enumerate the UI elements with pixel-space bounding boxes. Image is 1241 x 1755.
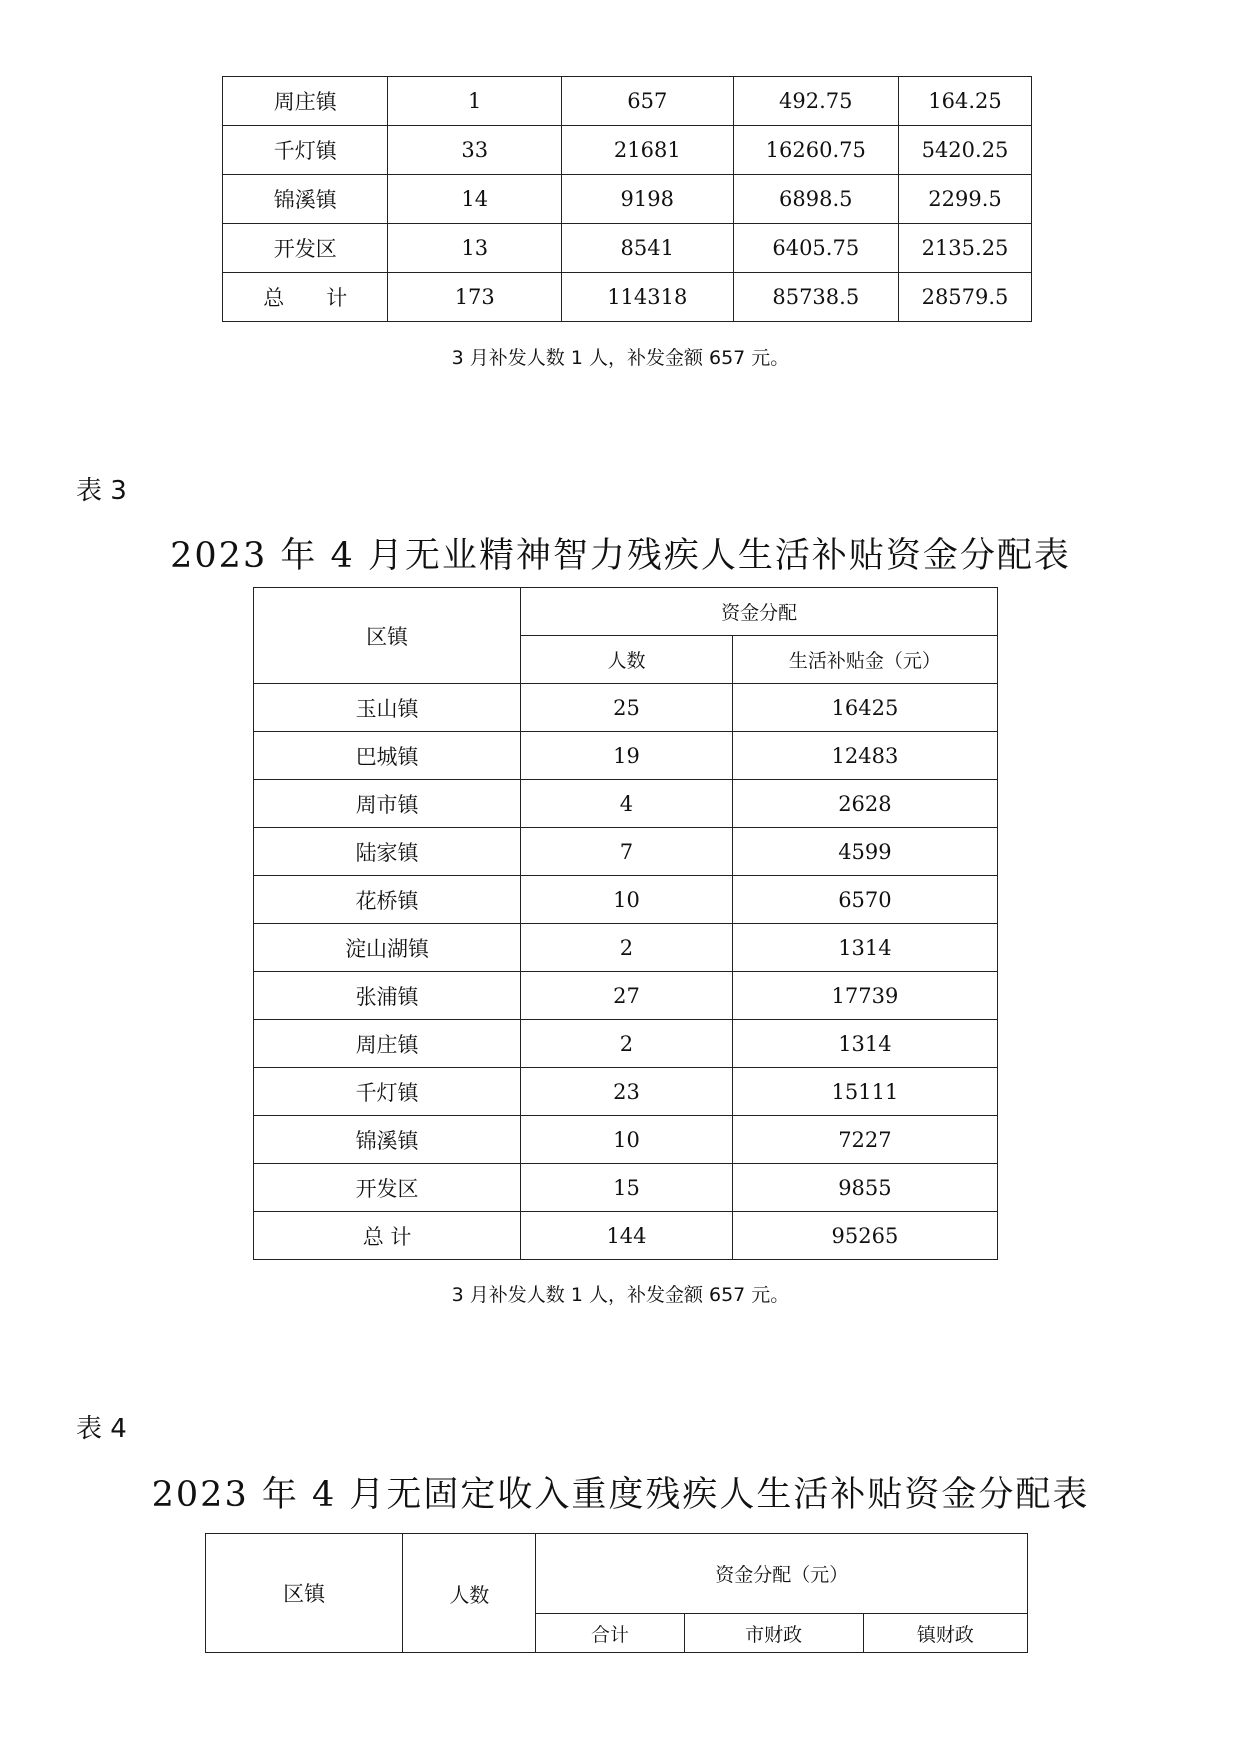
table3-row — [254, 732, 998, 780]
value-cell: 28579.5 — [899, 273, 1032, 322]
value-cell: 14 — [388, 175, 562, 224]
value-cell: 114318 — [562, 273, 734, 322]
table2-row — [223, 77, 1032, 126]
table3-row — [254, 1116, 998, 1164]
value-cell: 25 — [521, 684, 733, 732]
value-cell: 4599 — [732, 828, 997, 876]
value-cell: 2135.25 — [899, 224, 1032, 273]
value-cell: 657 — [562, 77, 734, 126]
table4-header-fund-allocation: 资金分配（元） — [536, 1534, 1028, 1614]
table3-header-fund-allocation: 资金分配 — [521, 588, 998, 636]
table4-title: 2023 年 4 月无固定收入重度残疾人生活补贴资金分配表 — [151, 1475, 1090, 1515]
district-cell: 花桥镇 — [254, 876, 521, 924]
table3 — [253, 587, 998, 1260]
value-cell: 17739 — [732, 972, 997, 1020]
table2-row — [223, 126, 1032, 175]
value-cell: 33 — [388, 126, 562, 175]
district-cell: 周庄镇 — [223, 77, 388, 126]
table2-row — [223, 273, 1032, 322]
table2-row — [223, 224, 1032, 273]
table3-row — [254, 876, 998, 924]
table3-row — [254, 1068, 998, 1116]
table3-header-people: 人数 — [521, 636, 733, 684]
table4-header-city-finance: 市财政 — [684, 1614, 863, 1653]
value-cell: 5420.25 — [899, 126, 1032, 175]
value-cell: 1 — [388, 77, 562, 126]
value-cell: 95265 — [732, 1212, 997, 1260]
value-cell: 144 — [521, 1212, 733, 1260]
table3-title: 2023 年 4 月无业精神智力残疾人生活补贴资金分配表 — [170, 536, 1071, 576]
value-cell: 21681 — [562, 126, 734, 175]
value-cell: 492.75 — [733, 77, 898, 126]
value-cell: 164.25 — [899, 77, 1032, 126]
table3-row — [254, 1020, 998, 1068]
value-cell: 9198 — [562, 175, 734, 224]
table4-header-district: 区镇 — [206, 1534, 403, 1653]
table3-row — [254, 1164, 998, 1212]
district-cell: 开发区 — [254, 1164, 521, 1212]
value-cell: 19 — [521, 732, 733, 780]
value-cell: 9855 — [732, 1164, 997, 1212]
district-cell: 张浦镇 — [254, 972, 521, 1020]
value-cell: 7227 — [732, 1116, 997, 1164]
table3-header — [254, 588, 998, 684]
table4-header-town-finance: 镇财政 — [863, 1614, 1027, 1653]
value-cell: 4 — [521, 780, 733, 828]
value-cell: 85738.5 — [733, 273, 898, 322]
value-cell: 2299.5 — [899, 175, 1032, 224]
value-cell: 12483 — [732, 732, 997, 780]
value-cell: 15111 — [732, 1068, 997, 1116]
value-cell: 173 — [388, 273, 562, 322]
district-cell: 开发区 — [223, 224, 388, 273]
value-cell: 10 — [521, 1116, 733, 1164]
value-cell: 6405.75 — [733, 224, 898, 273]
table2-row — [223, 175, 1032, 224]
value-cell: 23 — [521, 1068, 733, 1116]
table4-header — [206, 1534, 1028, 1653]
district-cell: 陆家镇 — [254, 828, 521, 876]
table3-label: 表 3 — [76, 476, 127, 506]
district-cell: 锦溪镇 — [254, 1116, 521, 1164]
value-cell: 16425 — [732, 684, 997, 732]
district-cell: 总 计 — [223, 273, 388, 322]
value-cell: 1314 — [732, 924, 997, 972]
value-cell: 2 — [521, 1020, 733, 1068]
table3-row — [254, 828, 998, 876]
table3-header-district: 区镇 — [254, 588, 521, 684]
value-cell: 13 — [388, 224, 562, 273]
table3-row — [254, 780, 998, 828]
table3-header-subsidy: 生活补贴金（元） — [732, 636, 997, 684]
value-cell: 2628 — [732, 780, 997, 828]
table2-body — [223, 77, 1032, 322]
district-cell: 千灯镇 — [254, 1068, 521, 1116]
district-cell: 千灯镇 — [223, 126, 388, 175]
table4-header-people: 人数 — [403, 1534, 536, 1653]
value-cell: 6898.5 — [733, 175, 898, 224]
table4 — [205, 1533, 1028, 1653]
table3-row — [254, 684, 998, 732]
table3-row — [254, 972, 998, 1020]
value-cell: 16260.75 — [733, 126, 898, 175]
value-cell: 10 — [521, 876, 733, 924]
value-cell: 8541 — [562, 224, 734, 273]
table3-body — [254, 684, 998, 1260]
district-cell: 周市镇 — [254, 780, 521, 828]
value-cell: 27 — [521, 972, 733, 1020]
value-cell: 1314 — [732, 1020, 997, 1068]
table4-label: 表 4 — [76, 1414, 127, 1444]
district-cell: 巴城镇 — [254, 732, 521, 780]
district-cell: 锦溪镇 — [223, 175, 388, 224]
district-cell: 玉山镇 — [254, 684, 521, 732]
value-cell: 6570 — [732, 876, 997, 924]
value-cell: 7 — [521, 828, 733, 876]
district-cell: 总 计 — [254, 1212, 521, 1260]
table3-row — [254, 1212, 998, 1260]
district-cell: 淀山湖镇 — [254, 924, 521, 972]
value-cell: 15 — [521, 1164, 733, 1212]
table3-note: 3 月补发人数 1 人，补发金额 657 元。 — [451, 1284, 790, 1306]
table2-note: 3 月补发人数 1 人，补发金额 657 元。 — [451, 347, 790, 369]
table2-continued — [222, 76, 1032, 322]
value-cell: 2 — [521, 924, 733, 972]
table4-header-total: 合计 — [536, 1614, 684, 1653]
table3-row — [254, 924, 998, 972]
district-cell: 周庄镇 — [254, 1020, 521, 1068]
